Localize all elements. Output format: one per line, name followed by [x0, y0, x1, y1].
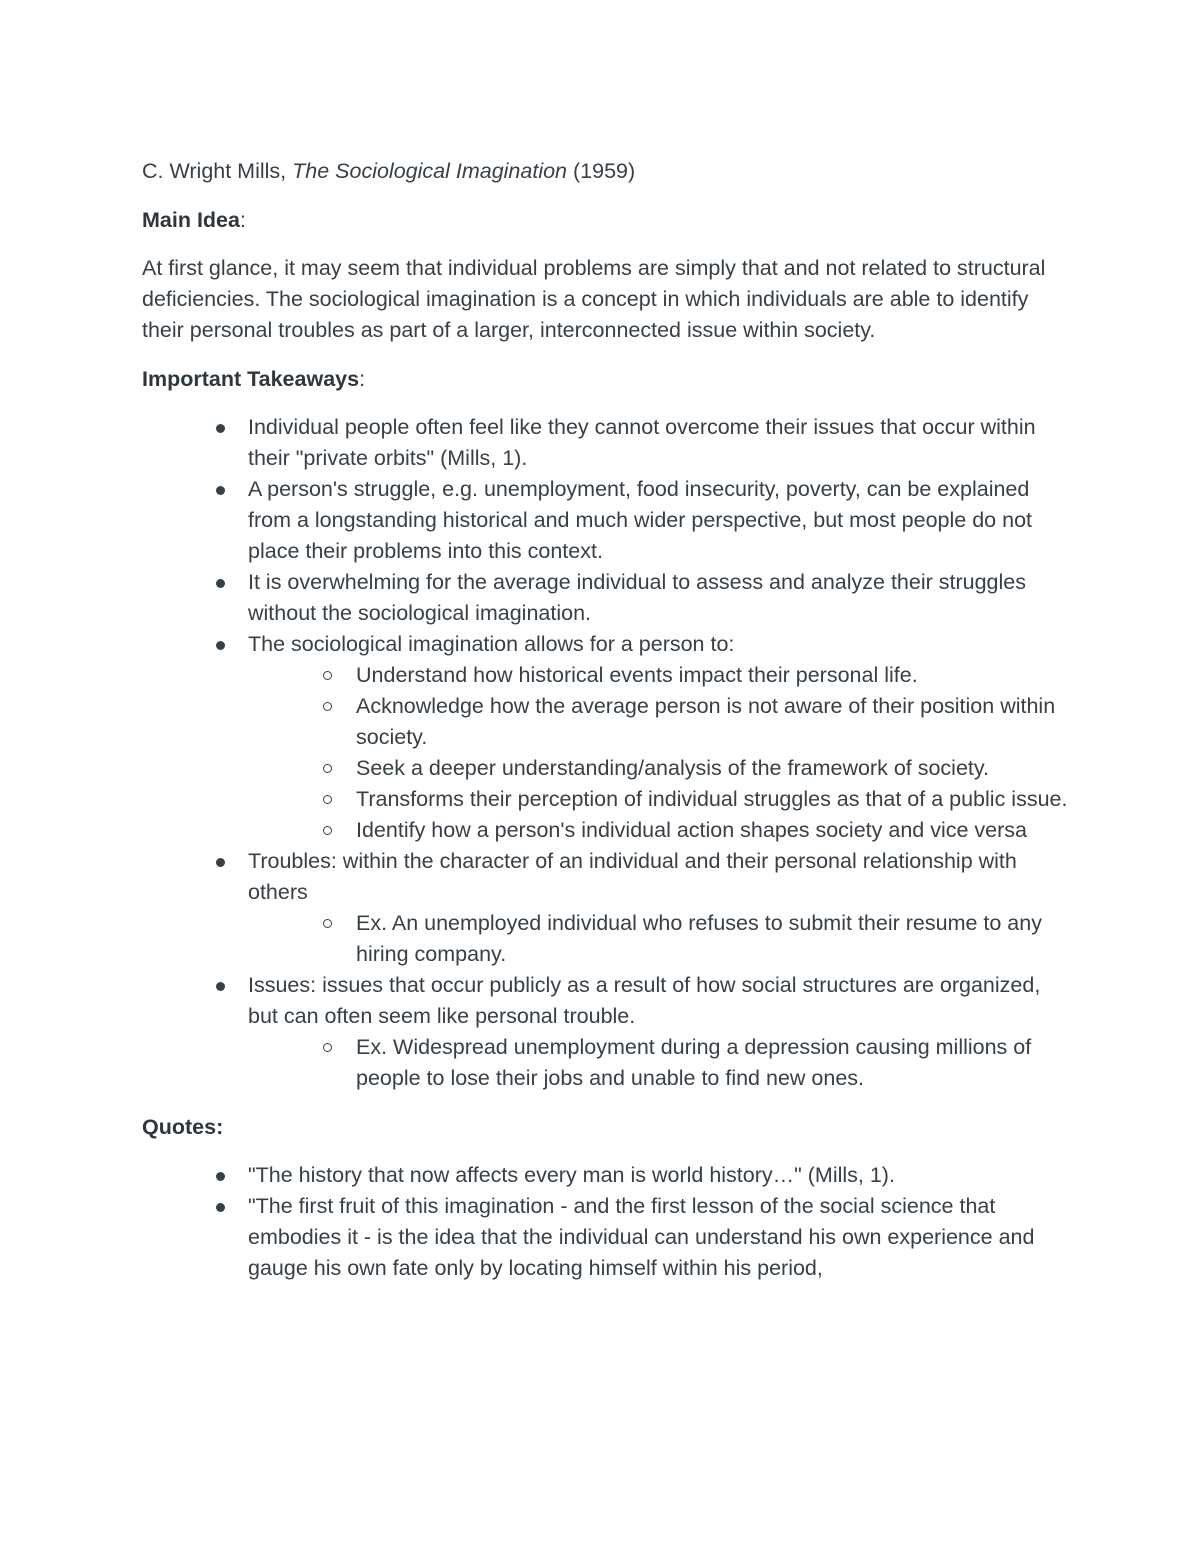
bullet-icon: [216, 486, 225, 495]
main-idea-heading: [142, 205, 1072, 236]
list-item-text: Individual people often feel like they cannot overcome their issues that occur within their "private orbits" (Mills, 1).: [248, 415, 1036, 470]
takeaways-heading-text: Important Takeaways: [142, 367, 360, 391]
sublist-item: [248, 691, 1072, 753]
sublist-item: [248, 815, 1072, 846]
circle-bullet-icon: [323, 826, 332, 835]
main-idea-heading-colon: :: [239, 208, 246, 232]
quotes-heading-text: Quotes:: [142, 1115, 224, 1139]
sublist-item-text: Ex. Widespread unemployment during a depression causing millions of people to lose their jobs and unable to find new ones.: [356, 1035, 1032, 1090]
title-year: (1959): [567, 159, 636, 183]
circle-bullet-icon: [323, 795, 332, 804]
bullet-icon: [216, 982, 225, 991]
troubles-sublist: [248, 908, 1072, 970]
issues-sublist: [248, 1032, 1072, 1094]
title-author: C. Wright Mills,: [142, 159, 293, 183]
sublist-item: [248, 784, 1072, 815]
circle-bullet-icon: [323, 671, 332, 680]
sublist-item-text: Identify how a person's individual action shapes society and vice versa: [356, 818, 1027, 842]
sublist-item: [248, 1032, 1072, 1094]
list-item: [142, 1160, 1072, 1191]
document-title: [142, 156, 1072, 187]
circle-bullet-icon: [323, 1043, 332, 1052]
circle-bullet-icon: [323, 702, 332, 711]
list-item-text: A person's struggle, e.g. unemployment, food insecurity, poverty, can be explained from a longstanding historical and much wider perspective, but most people do not place their problems into this context.: [248, 477, 1032, 563]
sublist-item-text: Seek a deeper understanding/analysis of the framework of society.: [356, 756, 990, 780]
list-item: [142, 412, 1072, 474]
list-item-text: "The first fruit of this imagination - and the first lesson of the social science that embodies it - is the idea that the individual can understand his own experience and gauge his own fate only by locating himself within his period,: [248, 1194, 1035, 1280]
list-item: [142, 629, 1072, 846]
sublist-item-text: Understand how historical events impact their personal life.: [356, 663, 918, 687]
main-idea-paragraph: At first glance, it may seem that individual problems are simply that and not related to structural deficiencies. The sociological imagination is a concept in which individuals are able to identify their personal troubles as part of a larger, interconnected issue within society.: [142, 256, 1046, 342]
list-item-text: Troubles: within the character of an individual and their personal relationship with others: [248, 849, 1017, 904]
takeaways-heading: [142, 364, 1072, 395]
list-item: [142, 567, 1072, 629]
takeaways-heading-colon: :: [359, 367, 366, 391]
main-idea-heading-text: Main Idea: [142, 208, 240, 232]
list-item: [142, 474, 1072, 567]
list-item-text: The sociological imagination allows for a person to:: [248, 632, 735, 656]
imagination-sublist: [248, 660, 1072, 846]
list-item-text: It is overwhelming for the average individual to assess and analyze their struggles without the sociological imagination.: [248, 570, 1026, 625]
sublist-item-text: Ex. An unemployed individual who refuses to submit their resume to any hiring company.: [356, 911, 1042, 966]
bullet-icon: [216, 1203, 225, 1212]
bullet-icon: [216, 424, 225, 433]
bullet-icon: [216, 579, 225, 588]
bullet-icon: [216, 1172, 225, 1181]
circle-bullet-icon: [323, 764, 332, 773]
sublist-item-text: Acknowledge how the average person is not aware of their position within society.: [356, 694, 1056, 749]
title-book: The Sociological Imagination: [292, 159, 568, 183]
list-item: [142, 1191, 1072, 1284]
bullet-icon: [216, 641, 225, 650]
sublist-item-text: Transforms their perception of individual struggles as that of a public issue.: [356, 787, 1068, 811]
sublist-item: [248, 908, 1072, 970]
quotes-list: [142, 1160, 1072, 1284]
sublist-item: [248, 753, 1072, 784]
list-item: [142, 846, 1072, 970]
quotes-heading: [142, 1112, 1072, 1143]
list-item-text: Issues: issues that occur publicly as a result of how social structures are organized, but can often seem like personal trouble.: [248, 973, 1041, 1028]
sublist-item: [248, 660, 1072, 691]
document-page: [142, 156, 1072, 1302]
circle-bullet-icon: [323, 919, 332, 928]
bullet-icon: [216, 858, 225, 867]
list-item: [142, 970, 1072, 1094]
takeaways-list: [142, 412, 1072, 1094]
list-item-text: "The history that now affects every man is world history…" (Mills, 1).: [248, 1163, 895, 1187]
